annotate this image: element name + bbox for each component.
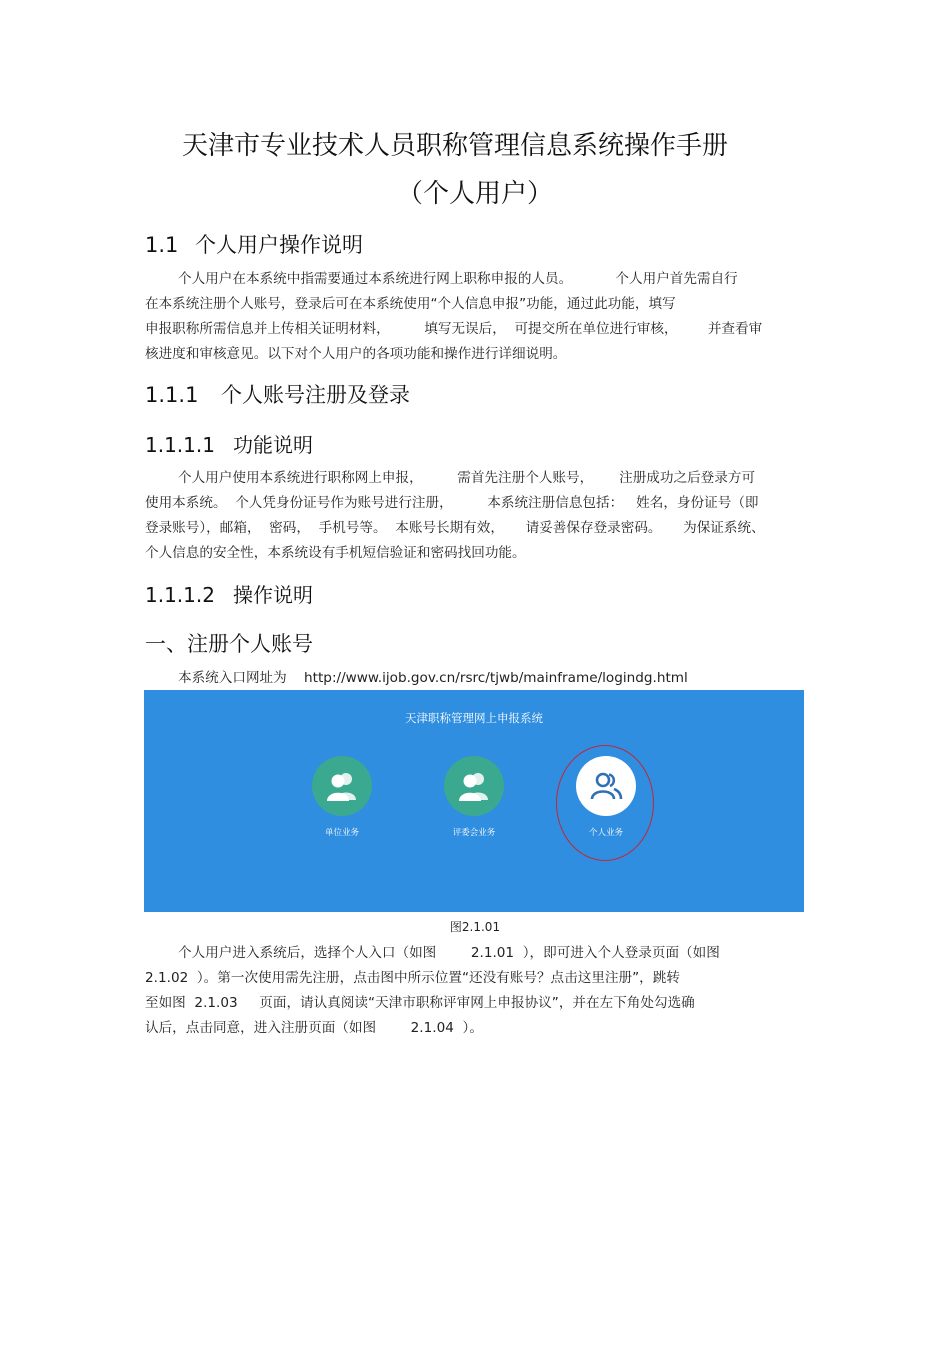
heading-1-1-1	[145, 379, 410, 409]
highlight-circle	[556, 745, 654, 861]
entry-url-line: 本系统入口网址为 http://www.ijob.gov.cn/rsrc/tjwb/mainframe/logindg.html	[178, 670, 688, 686]
system-entry-screenshot	[144, 690, 804, 912]
tile-label: 评委会业务	[452, 828, 496, 838]
paragraph-line: 个人用户进入系统后，选择个人入口（如图 2.1.01 ），即可进入个人登录页面（如图	[178, 945, 720, 961]
paragraph-line: 个人信息的安全性，本系统设有手机短信验证和密码找回功能。	[145, 545, 526, 561]
heading-1-1-1-1	[145, 429, 313, 458]
tile-label: 个人业务	[588, 828, 623, 838]
system-title: 天津职称管理网上申报系统	[405, 711, 543, 725]
committee-business-tile[interactable]	[444, 756, 504, 816]
paragraph-line: 在本系统注册个人账号，登录后可在本系统使用“个人信息申报”功能，通过此功能，填写	[145, 296, 676, 312]
heading-1-1-1-2	[145, 579, 313, 608]
paragraph-line: 个人用户使用本系统进行职称网上申报， 需首先注册个人账号， 注册成功之后登录方可	[178, 470, 756, 486]
heading-text: 功能说明	[233, 433, 313, 457]
heading-text: 个人用户操作说明	[195, 233, 363, 257]
heading-number: 1.1.1	[145, 383, 199, 407]
figure-caption: 图2.1.01	[449, 920, 501, 934]
users-icon	[324, 768, 360, 804]
paragraph-line: 登录账号），邮箱， 密码， 手机号等。 本账号长期有效， 请妥善保存登录密码。 为保证系统、	[145, 520, 765, 536]
paragraph-line: 核进度和审核意见。以下对个人用户的各项功能和操作进行详细说明。	[145, 346, 567, 362]
document-title: 天津市专业技术人员职称管理信息系统操作手册	[181, 131, 728, 161]
paragraph-line: 认后，点击同意，进入注册页面（如图 2.1.04 ）。	[145, 1020, 483, 1036]
paragraph-line: 2.1.02 ）。第一次使用需先注册，点击图中所示位置“还没有账号？点击这里注册”，跳转	[145, 970, 680, 986]
document-subtitle: （个人用户）	[396, 179, 553, 209]
heading-1-1	[145, 229, 363, 259]
heading-number: 1.1	[145, 233, 179, 257]
heading-register: 一、注册个人账号	[145, 632, 313, 656]
tile-label: 单位业务	[324, 828, 359, 838]
heading-text: 操作说明	[233, 583, 313, 607]
users-icon	[456, 768, 492, 804]
heading-text: 个人账号注册及登录	[221, 383, 410, 407]
paragraph-line: 申报职称所需信息并上传相关证明材料， 填写无误后， 可提交所在单位进行审核， 并查看审	[145, 321, 763, 337]
heading-number: 1.1.1.2	[145, 583, 215, 607]
paragraph-line: 至如图 2.1.03 页面，请认真阅读“天津市职称评审网上申报协议”，并在左下角处勾选确	[145, 995, 695, 1011]
paragraph-line: 使用本系统。 个人凭身份证号作为账号进行注册， 本系统注册信息包括： 姓名，身份证号（即	[145, 495, 759, 511]
paragraph-line: 个人用户在本系统中指需要通过本系统进行网上职称申报的人员。 个人用户首先需自行	[178, 271, 738, 287]
unit-business-tile[interactable]	[312, 756, 372, 816]
heading-number: 1.1.1.1	[145, 433, 215, 457]
